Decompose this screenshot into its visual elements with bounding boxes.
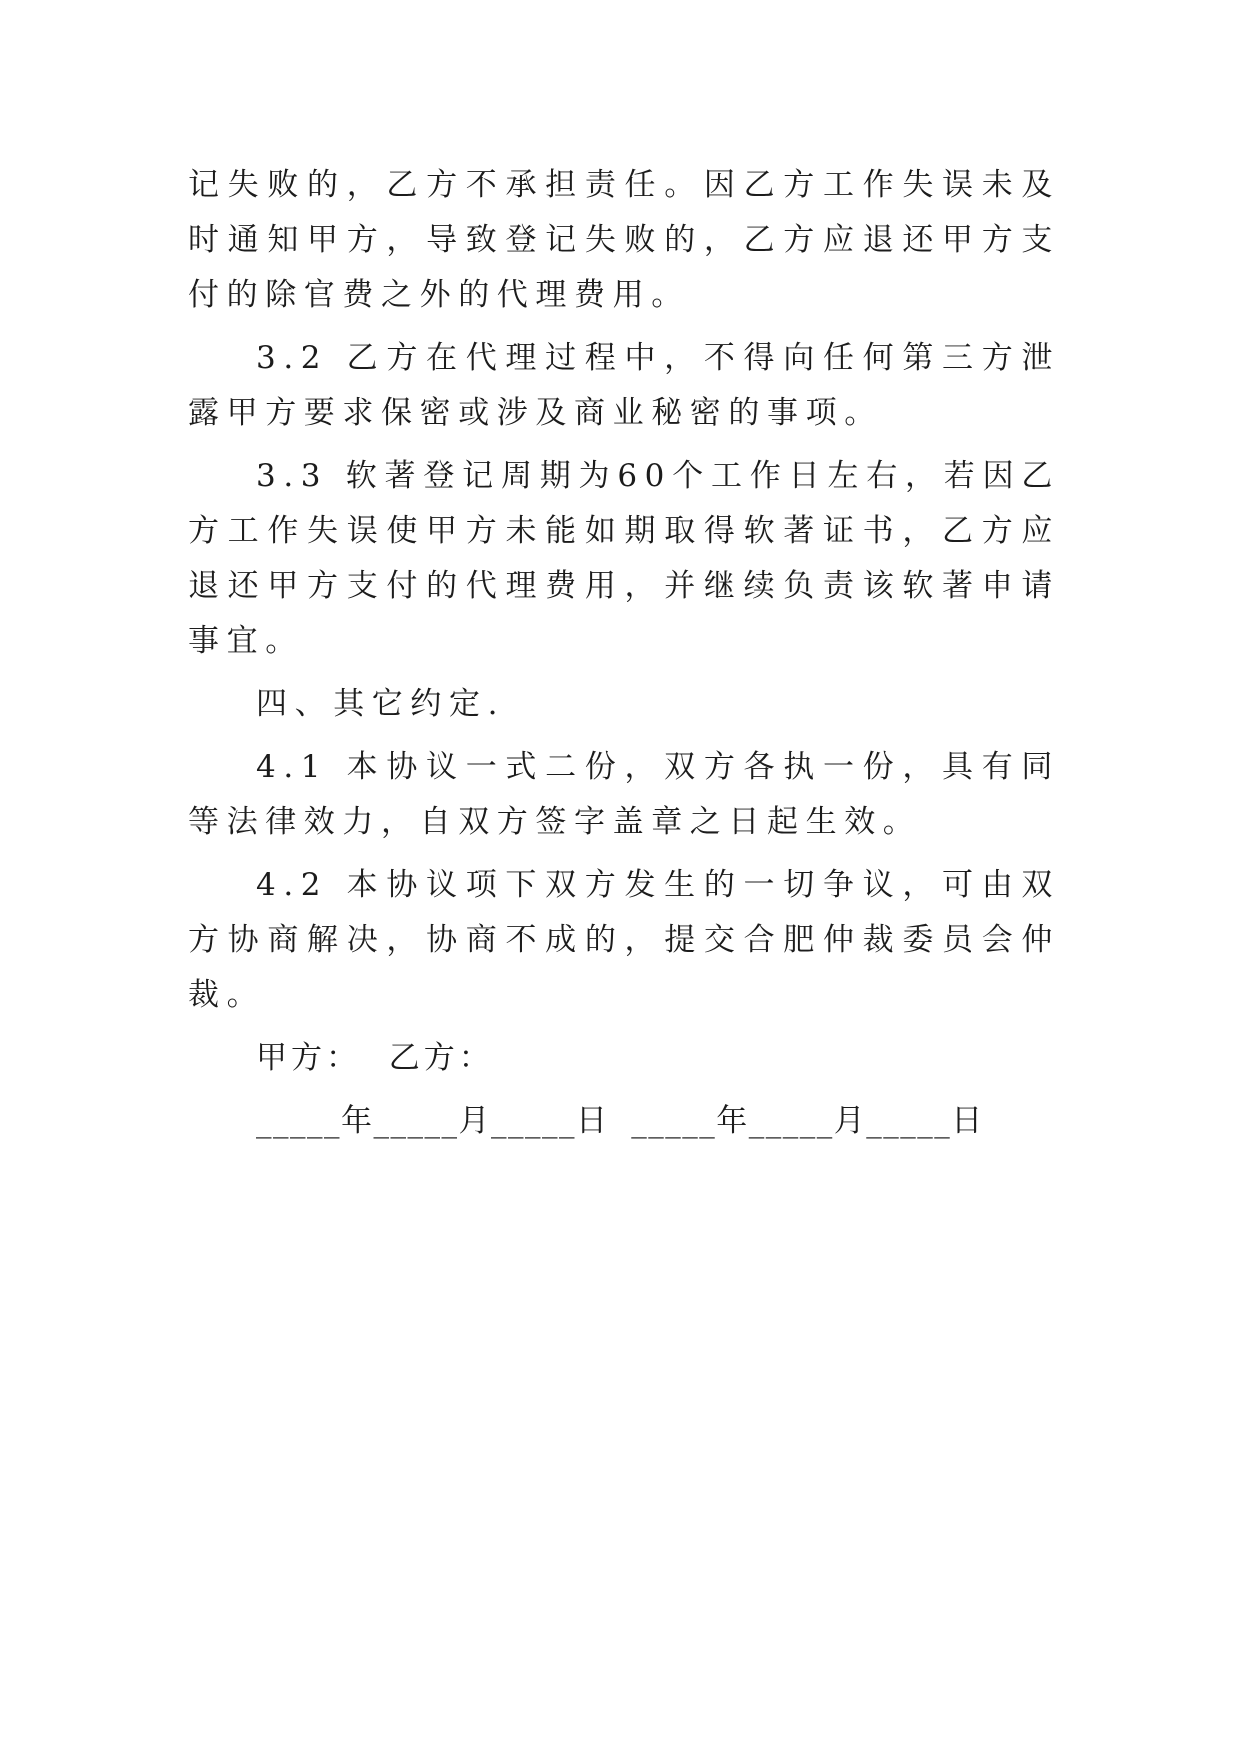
section-heading-other-terms: 四、其它约定.	[256, 686, 506, 722]
clause-4-2: 4.2 本协议项下双方发生的一切争议，可由双方协商解决，协商不成的，提交合肥仲裁委员会仲裁。	[188, 867, 1060, 1013]
signature-line: 甲方： 乙方：	[256, 1040, 494, 1076]
clause-4-1: 4.1 本协议一式二份，双方各执一份，具有同等法律效力，自双方签字盖章之日起生效。	[188, 749, 1060, 840]
clause-3-3: 3.3 软著登记周期为60个工作日左右，若因乙方工作失误使甲方未能如期取得软著证书，乙方应退还甲方支付的代理费用，并继续负责该软著申请事宜。	[188, 458, 1060, 659]
clause-3-2: 3.2 乙方在代理过程中，不得向任何第三方泄露甲方要求保密或涉及商业秘密的事项。	[188, 340, 1060, 431]
date-line: _____年_____月_____日 _____年_____月_____日	[256, 1103, 984, 1139]
paragraph-continuation: 记失败的，乙方不承担责任。因乙方工作失误未及时通知甲方，导致登记失败的，乙方应退还甲方支付的除官费之外的代理费用。	[188, 167, 1060, 313]
document-body	[188, 158, 1060, 1157]
